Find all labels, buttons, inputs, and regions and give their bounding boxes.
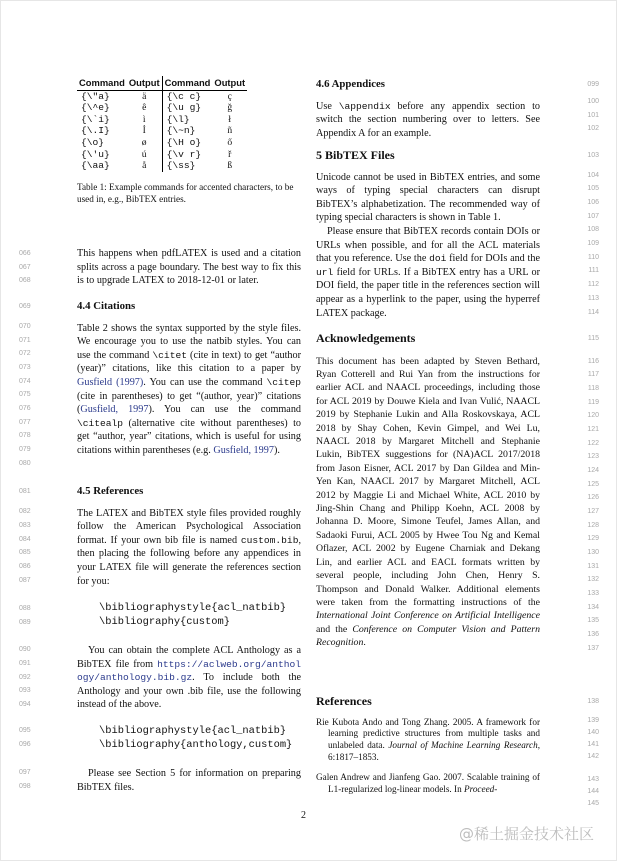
line-number: 094	[19, 701, 31, 708]
line-number: 078	[19, 432, 31, 439]
final-paragraph	[77, 767, 301, 794]
output-cell: İ	[142, 125, 146, 137]
line-number: 073	[19, 364, 31, 371]
line-number: 115	[587, 335, 599, 342]
section-heading-acknowledgements: Acknowledgements	[316, 331, 416, 345]
text: before any appendix section to switch the section numbering over to letters. See Appendix A for an example.	[316, 100, 541, 139]
text: field for URLs. If a BibTEX entry has a URL or DOI field, the paper title in the references section will appear as a hyperlink to the paper, using the hyperref LATEX package.	[316, 266, 541, 319]
text: Please ensure that BibTEX records contain DOIs or URLs when possible, and for all the ACL materials that you reference. Use the	[316, 225, 540, 265]
venue-name: International Joint Conference on Artificial Intelligence	[316, 610, 540, 622]
table-caption: Table 1: Example commands for accented characters, to be used in, e.g., BibTEX entries.	[77, 181, 294, 204]
line-number: 124	[587, 467, 599, 474]
line-number: 098	[19, 783, 31, 790]
reference-entry	[316, 772, 540, 796]
page-number: 2	[301, 810, 306, 821]
output-cell: ł	[228, 113, 232, 125]
line-number: 108	[587, 226, 599, 233]
line-number: 131	[587, 563, 599, 570]
line-number: 133	[587, 590, 599, 597]
line-number: 080	[19, 460, 31, 467]
line-number: 070	[19, 323, 31, 330]
line-number: 117	[587, 371, 599, 378]
line-number: 083	[19, 522, 31, 529]
accent-table-block	[77, 76, 301, 205]
line-number: 112	[587, 281, 599, 288]
line-number: 087	[19, 577, 31, 584]
command-cell: {\.I}	[81, 125, 110, 137]
citation-link[interactable]: Gusfield, 1997	[80, 404, 149, 416]
line-number: 120	[587, 412, 599, 419]
line-number: 139	[587, 717, 599, 724]
section-heading-citations: 4.4 Citations	[77, 300, 136, 312]
line-number: 089	[19, 619, 31, 626]
appendix-command: \appendix	[338, 100, 391, 112]
output-cell: ß	[227, 160, 233, 172]
watermark: @稀土掘金技术社区	[458, 825, 594, 843]
command-cell: {\~n}	[162, 125, 212, 137]
line-number: 125	[587, 481, 599, 488]
output-cell: ä	[142, 90, 147, 102]
text: Use	[316, 100, 332, 112]
text: .	[363, 637, 366, 649]
references-section	[77, 485, 301, 588]
text: This document has been adapted by Steven Bethard, Ryan Cotterell and Rui Yan from the instructions for earlier ACL and NAACL proceedings, including those for ACL 2019 by Douwe Kiela and Ivan Vulić, NAACL 2019 by Stephanie Lukin and Alla Roskovskaya, ACL 2018 by Shay Cohen, Kevin Gimpel, and Wei Lu, NAACL 2018 by Margaret Mitchell and Stephanie Lukin, BibTEX suggestions for (NA)ACL 2017/2018 from Jason Eisner, ACL 2017 by Dan Gildea and Min-Yen Kan, NAACL 2017 by Margaret Mitchell, ACL 2012 by Maggie Li and Michael White, ACL 2010 by Jing-Shin Chang and Philipp Koehn, ACL 2008 by Johanna D. Moore, Simone Teufel, James Allan, and Sadaoki Furui, ACL 2005 by Hwee Tou Ng and Kemal Oflazer, ACL 2002 by Eugene Charniak and Dekang Lin, and earlier ACL and EACL formats written by several people, including John Chen, Henry S. Thompson and Donald Walker. Additional elements were taken from the formatting instructions of the	[316, 355, 540, 608]
venue-name: Conference on Computer Vision and Pattern Recognition	[316, 623, 540, 649]
line-number: 074	[19, 378, 31, 385]
citation-link[interactable]: Gusfield, 1997	[213, 444, 274, 456]
table-header-cell: Output	[212, 76, 247, 90]
line-number: 138	[587, 698, 599, 705]
bibtex-section	[316, 149, 540, 320]
line-number: 141	[587, 741, 599, 748]
section-heading-bibliography: References	[316, 694, 372, 708]
line-number: 116	[587, 358, 599, 365]
line-number: 107	[587, 213, 599, 220]
line-number: 101	[587, 112, 599, 119]
line-number: 104	[587, 172, 599, 179]
line-number: 076	[19, 405, 31, 412]
line-number: 114	[587, 309, 599, 316]
line-number: 143	[587, 776, 599, 783]
line-number: 069	[19, 303, 31, 310]
table-row	[77, 160, 247, 172]
line-number: 096	[19, 741, 31, 748]
table-header-cell: Output	[127, 76, 162, 90]
output-cell: ř	[228, 148, 232, 160]
text: Rie Kubota Ando and Tong Zhang. 2005. A framework for learning predictive structures from multiple tasks and unlabeled data.	[316, 716, 540, 751]
table-header-row	[77, 76, 247, 90]
line-number: 097	[19, 769, 31, 776]
proceedings-name: Proceed-	[463, 783, 498, 794]
line-number: 071	[19, 337, 31, 344]
output-cell: ñ	[227, 125, 233, 137]
text: . You can use the command	[143, 376, 263, 388]
table-header-cell: Command	[77, 76, 127, 90]
line-number: 088	[19, 605, 31, 612]
journal-name: Journal of Machine Learning Research	[388, 740, 538, 751]
reference-entry	[316, 717, 540, 764]
appendices-section	[316, 78, 540, 140]
custom-bib-filename: custom.bib	[240, 534, 299, 546]
line-number: 090	[19, 646, 31, 653]
line-number: 122	[587, 440, 599, 447]
line-number: 119	[587, 399, 599, 406]
line-number: 092	[19, 674, 31, 681]
line-number: 075	[19, 391, 31, 398]
anthology-url-link[interactable]: https://aclweb.org/anthology/anthology.bib.gz	[77, 658, 302, 684]
command-cell: {\`i}	[81, 113, 110, 125]
line-number: 068	[19, 277, 31, 284]
command-cell: {\"a}	[81, 90, 110, 102]
table-row	[77, 114, 247, 126]
code-line: \bibliography{custom}	[99, 616, 230, 628]
citations-paragraph	[77, 322, 301, 458]
text: (alternative cite without parentheses) to get “author, year” citations, which is useful for using citations within parentheses (e.g.	[77, 417, 301, 456]
table-row	[77, 125, 247, 137]
bibtex-paragraph-2	[316, 225, 540, 320]
acknowledgements-section	[316, 332, 540, 650]
output-cell: ì	[142, 113, 146, 125]
text: ). You can use the command	[148, 404, 302, 416]
paragraph: This happens when pdfLATEX is used and a citation splits across a page boundary. The best way to fix this is to upgrade LATEX to 2018-12-01 or later.	[77, 248, 301, 287]
left-column-intro	[77, 247, 301, 288]
text: The LATEX and BibTEX style files provided roughly follow the American Psychological Association format. If your own bib file is named	[77, 507, 301, 546]
table-row	[77, 137, 247, 149]
line-number: 128	[587, 522, 599, 529]
line-number: 085	[19, 549, 31, 556]
text: . To include both the Anthology and your own .bib file, use the following instead of the above.	[77, 672, 301, 711]
line-number: 105	[587, 185, 599, 192]
code-line: \bibliographystyle{acl_natbib}	[99, 725, 287, 737]
line-number: 137	[587, 645, 599, 652]
table-header-cell: Command	[162, 76, 212, 90]
line-number: 134	[587, 604, 599, 611]
line-number: 142	[587, 753, 599, 760]
line-number: 118	[587, 385, 599, 392]
line-number: 145	[587, 800, 599, 807]
line-number: 066	[19, 250, 31, 257]
line-number: 110	[587, 254, 599, 261]
line-number: 086	[19, 563, 31, 570]
line-number: 099	[587, 81, 599, 88]
section-heading-bibtex: 5 BibTEX Files	[316, 148, 395, 162]
url-field: url	[316, 266, 334, 278]
line-number: 084	[19, 536, 31, 543]
line-number: 135	[587, 617, 599, 624]
output-cell: ê	[142, 102, 147, 114]
line-number: 106	[587, 199, 599, 206]
section-heading-references: 4.5 References	[77, 485, 144, 497]
output-cell: å	[142, 160, 147, 172]
output-cell: ø	[141, 136, 147, 148]
line-number: 109	[587, 240, 599, 247]
line-number: 111	[588, 267, 599, 274]
code-block-1	[99, 601, 286, 629]
command-cell: {\ss}	[162, 160, 212, 172]
line-number: 127	[587, 508, 599, 515]
appendices-paragraph	[316, 100, 540, 141]
command-cell: {\H o}	[162, 137, 212, 149]
command-cell: {\c c}	[162, 90, 212, 102]
text: and the	[316, 623, 348, 635]
line-number: 126	[587, 494, 599, 501]
line-number: 102	[587, 125, 599, 132]
text: (cite in text) to get “author (year)” citations, like this citation to a paper by	[77, 349, 302, 375]
line-number: 121	[587, 426, 599, 433]
text: Please see Section 5 for information on preparing BibTEX files.	[77, 768, 301, 793]
code-line: \bibliography{anthology,custom}	[99, 739, 293, 751]
table-row	[77, 102, 247, 114]
citep-command: \citep	[266, 376, 302, 388]
command-cell: {\o}	[81, 136, 105, 148]
output-cell: ú	[141, 148, 147, 160]
line-number: 082	[19, 508, 31, 515]
text: (cite in parentheses) to get “(author, year)” citations (	[77, 390, 301, 416]
line-number: 103	[587, 152, 599, 159]
line-number: 132	[587, 576, 599, 583]
code-line: \bibliographystyle{acl_natbib}	[99, 602, 287, 614]
line-number: 093	[19, 687, 31, 694]
line-number: 072	[19, 350, 31, 357]
command-cell: {\'u}	[81, 148, 110, 160]
citations-section	[77, 300, 301, 458]
line-number: 136	[587, 631, 599, 638]
line-number: 129	[587, 535, 599, 542]
line-number: 067	[19, 264, 31, 271]
text: Table 2 shows the syntax supported by the style files. We encourage you to use the natbib styles. You can use the command	[77, 322, 301, 361]
doi-field: doi	[429, 253, 447, 265]
output-cell: ç	[227, 90, 232, 102]
section-heading-appendices: 4.6 Appendices	[316, 78, 385, 90]
line-number: 140	[587, 729, 599, 736]
line-number: 091	[19, 660, 31, 667]
text: Galen Andrew and Jianfeng Gao. 2007. Scalable training of L1-regularized log-linear models. In	[316, 771, 540, 794]
line-number: 113	[587, 295, 599, 302]
line-number: 100	[587, 98, 599, 105]
command-cell: {\u g}	[162, 102, 212, 114]
text: field for DOIs and the	[449, 253, 540, 265]
text: , 6:1817–1853.	[328, 740, 540, 762]
line-number: 144	[587, 788, 599, 795]
output-cell: ğ	[227, 102, 233, 114]
citation-link[interactable]: Gusfield (1997)	[77, 376, 144, 388]
line-number: 123	[587, 453, 599, 460]
accent-commands-table	[77, 76, 247, 172]
text: ).	[273, 444, 280, 456]
line-number: 081	[19, 488, 31, 495]
anthology-paragraph	[77, 644, 301, 712]
line-number: 079	[19, 446, 31, 453]
citet-command: \citet	[152, 349, 187, 361]
command-cell: {\l}	[162, 114, 212, 126]
references-paragraph	[77, 507, 301, 589]
bibtex-paragraph-1: Unicode cannot be used in BibTEX entries, and some ways of typing special characters can disrupt BibTEX’s alphabetization. The recommended way of typing special characters is shown in Table 1.	[316, 171, 540, 224]
command-cell: {\aa}	[81, 160, 110, 172]
text: , then placing the following before any appendices in your LATEX file will generate the references section for you:	[77, 534, 301, 587]
citealp-command: \citealp	[77, 417, 124, 429]
code-block-2	[99, 724, 292, 752]
acknowledgements-paragraph	[316, 355, 540, 650]
line-number: 095	[19, 727, 31, 734]
text: You can obtain the complete ACL Anthology as a BibTEX file from	[77, 645, 301, 670]
output-cell: ő	[227, 136, 233, 148]
command-cell: {\v r}	[162, 149, 212, 161]
table-row	[77, 149, 247, 161]
line-number: 077	[19, 419, 31, 426]
table-row	[77, 90, 247, 102]
line-number: 130	[587, 549, 599, 556]
references-list-section	[316, 695, 540, 795]
command-cell: {\^e}	[81, 102, 110, 114]
